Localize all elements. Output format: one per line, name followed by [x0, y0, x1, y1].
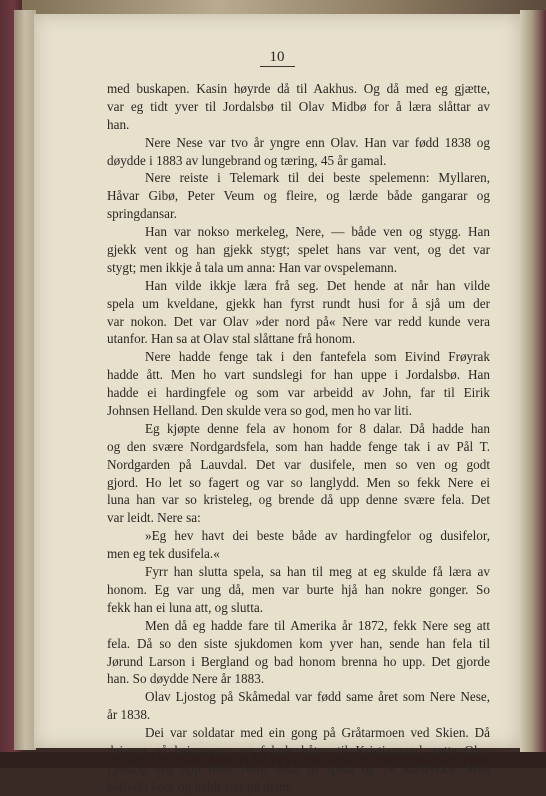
text-line: hadde ått. Men ho vart sundslegi for han uppe i Jordalsbø. Han	[107, 367, 490, 383]
text-line: Men då eg hadde fare til Amerika år 1872, fekk Nere seg att	[145, 617, 490, 633]
text-line: Johnsen Helland. Den skulde vera so god, men ho var liti.	[107, 403, 413, 419]
page-number	[34, 49, 520, 67]
text-line: gjord. Ho let so fagert og var so langlydd. Men so fekk Nere ei	[107, 474, 490, 490]
text-line: fela. Då so den siste sjukdomen kom yver han, sende han fela til	[107, 635, 490, 651]
text-line: stygt; men ikkje å tala um anna: Han var ovspelemann.	[107, 259, 398, 275]
page-body-text	[107, 80, 490, 796]
book-cover-top	[0, 0, 546, 14]
text-line: dei var på heimvegen og fylgde båten til Kristiansand, sette Olav	[107, 742, 490, 758]
text-line: han.	[107, 116, 130, 132]
text-line: utanfor. Han sa at Olav stal slåttane frå honom.	[107, 331, 356, 347]
text-line: fekk han ei luna att, og slutta.	[107, 599, 264, 615]
text-line: Nere reiste i Telemark til dei beste spelemenn: Myllaren,	[145, 170, 490, 186]
text-line: var nokon. Det var Olav »der nord på« Nere var redd kunde vera	[107, 313, 490, 329]
text-line: Eg kjøpte denne fela av honom for 8 dalar. Då hadde han	[145, 420, 490, 436]
text-line: »Eg hev havt dei beste både av hardingfelor og dusifelor,	[145, 528, 490, 544]
text-line: Han vilde ikkje læra frå seg. Det hende at når han vilde	[145, 277, 490, 293]
text-line: Han var nokso merkeleg, Nere, — både ven og stygg. Han	[145, 224, 490, 240]
text-line: gjekk vent og han gjekk stygt; spelet hans var vent, og det var	[107, 242, 490, 258]
text-line: luna han var so kristeleg, og brende då upp denne svære fela. Det	[107, 492, 490, 508]
text-line: hadde ei hardingfele og som var arbeidd av John, far til Eirik	[107, 385, 490, 401]
text-line: var leidt. Nere sa:	[107, 510, 201, 526]
text-line: Nere hadde fenge tak i den fantefela som Eivind Frøyrak	[145, 349, 490, 365]
book-page	[34, 14, 520, 794]
page-number-text: 10	[260, 49, 295, 67]
text-line: honom. Eg var ung då, men var burte hjå han nokre gonger. So	[107, 581, 490, 597]
text-line: med buskapen. Kasin høyrde då til Aakhus. Og då med eg gjætte,	[107, 81, 490, 96]
text-line: Fyrr han slutta spela, sa han til meg at eg skulde få læra av	[145, 564, 490, 580]
text-line: Nordgarden på Lauvdal. Det var dusifele, men so ven og godt	[107, 456, 490, 472]
text-line: men eg tek dusifela.«	[107, 546, 220, 562]
text-line: Håvar Gibø, Peter Veum og fleire, og lærde både gangarar og	[107, 188, 490, 204]
text-line: var eg tidt yver til Jordalsbø til Olav Midbø for å læra slåttar av	[107, 98, 490, 114]
book-right-page-edges	[520, 10, 546, 752]
text-line: Jørund Larson i Bergland og bad honom brenna ho upp. Det gjorde	[107, 653, 490, 669]
text-line: spela um kveldane, gjekk han fyrst rundt husi for å sjå um der	[107, 295, 490, 311]
text-line: og den svære Nordgardsfela, som han hadde fenge tak i av Pål T.	[107, 438, 490, 454]
text-line: båtfolki kom og heldt styr på deim.	[107, 778, 293, 794]
text-line: han. So døydde Nere år 1883.	[107, 671, 265, 687]
text-line: døydde i 1883 av lungebrand og tæring, 45 år gamal.	[107, 152, 387, 168]
text-line: Olav Ljostog på Skåmedal var fødd same året som Nere Nese,	[145, 689, 490, 705]
text-line: år 1838.	[107, 707, 151, 723]
text-line: springdansar.	[107, 206, 177, 222]
text-line: Ljostog seg upp imot Nere både til spela og på karstykke. Men	[107, 760, 490, 776]
text-line: Dei var soldatar med ein gong på Gråtarmoen ved Skien. Då	[145, 725, 490, 741]
book-left-page-edge	[14, 10, 36, 750]
text-line: Nere Nese var tvo år yngre enn Olav. Han var fødd 1838 og	[145, 134, 490, 150]
